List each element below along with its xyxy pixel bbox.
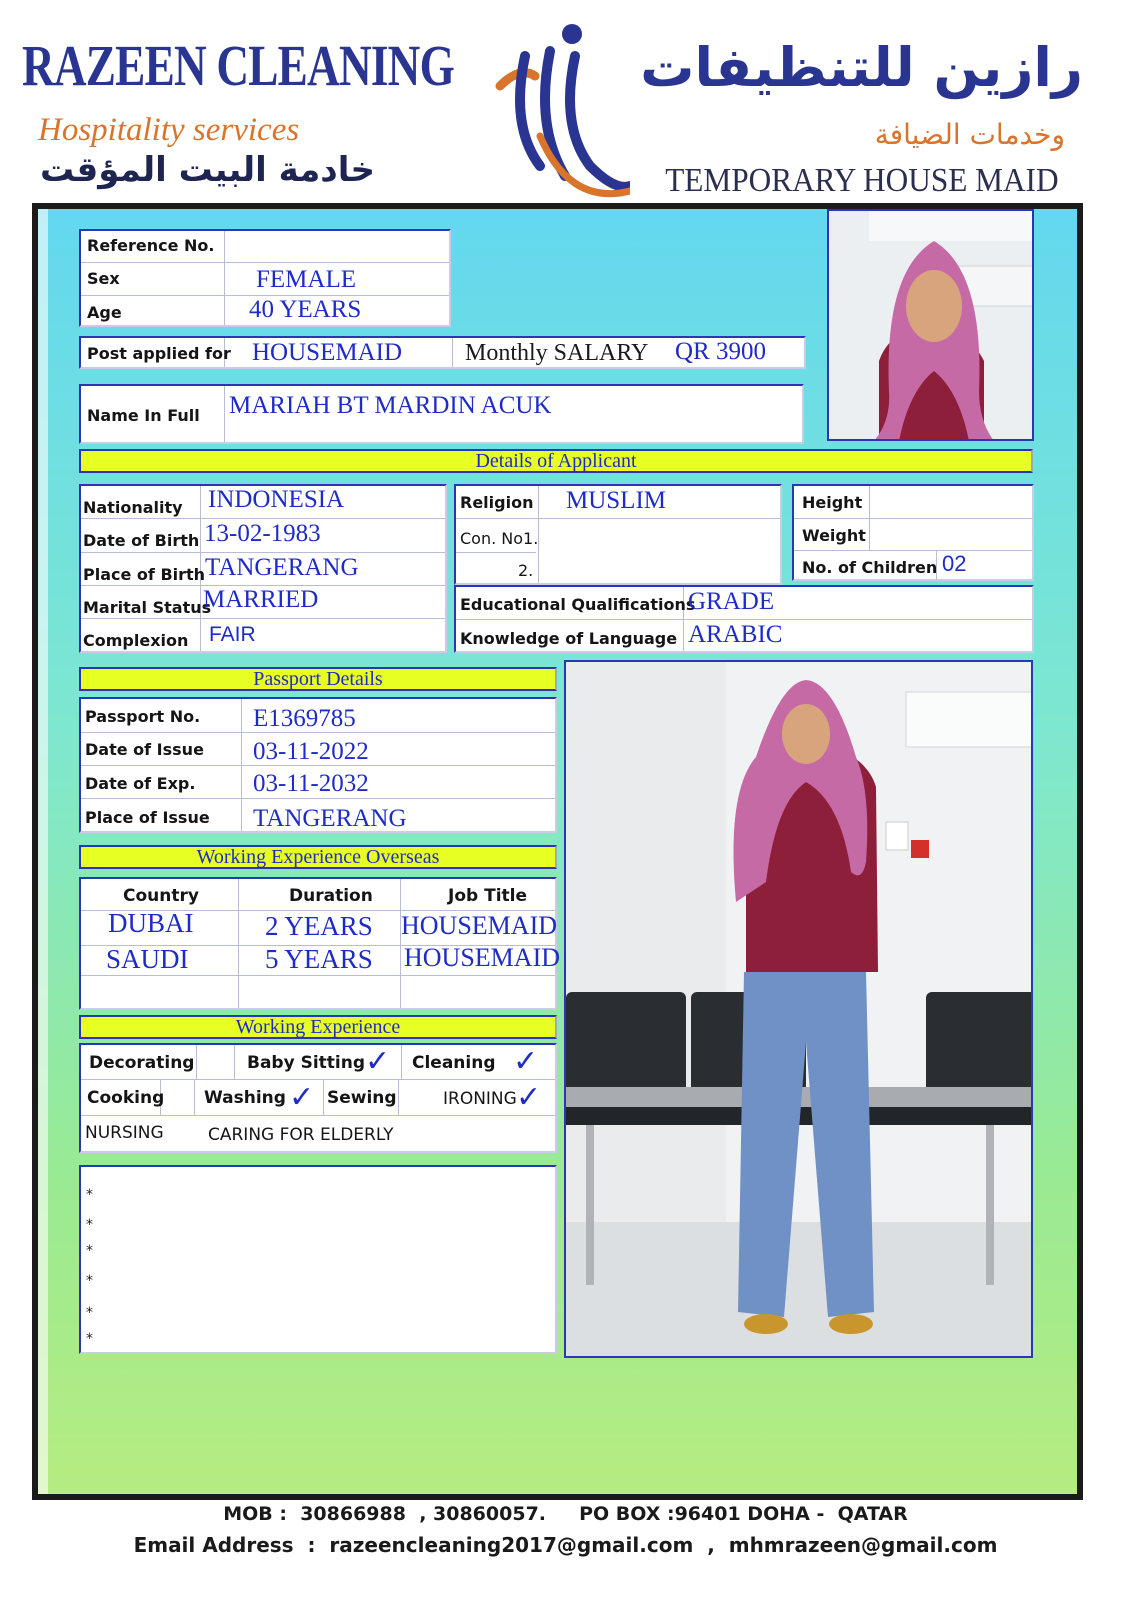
- remark-bullet: *: [86, 1217, 93, 1233]
- baby-sitting-check-icon: ✓: [365, 1044, 391, 1079]
- skill-baby-sitting: Baby Sitting: [247, 1053, 366, 1073]
- overseas-table: [79, 877, 560, 1010]
- tagline-english: Hospitality services: [38, 112, 300, 148]
- skill-cleaning: Cleaning: [412, 1053, 496, 1073]
- overseas-col-duration: Duration: [289, 886, 373, 906]
- pob-value: TANGERANG: [205, 554, 359, 581]
- tagline-arabic-left: خادمة البيت المؤقت: [40, 150, 376, 190]
- overseas-row-1-duration: 2 YEARS: [265, 911, 373, 941]
- experience-heading: Working Experience: [79, 1015, 557, 1039]
- dob-label: Date of Birth: [83, 531, 200, 550]
- overseas-row-2-duration: 5 YEARS: [265, 944, 373, 974]
- ironing-check-icon: ✓: [516, 1080, 542, 1115]
- personal-details-table: [79, 484, 447, 653]
- skill-washing: Washing: [204, 1088, 286, 1108]
- applicant-full-body-photo: [564, 660, 1033, 1358]
- footer-email-line: Email Address : razeencleaning2017@gmail.com , mhmrazeen@gmail.com: [133, 1533, 998, 1557]
- details-heading: Details of Applicant: [79, 449, 1033, 473]
- brand-name-arabic: رازين للتنظيفات: [640, 36, 1083, 99]
- language-label: Knowledge of Language: [460, 629, 678, 648]
- complexion-value: FAIR: [209, 623, 256, 646]
- education-value: GRADE: [688, 588, 775, 615]
- overseas-row-2-job: HOUSEMAID: [404, 943, 560, 972]
- place-of-issue-value: TANGERANG: [253, 805, 407, 832]
- issue-date-label: Date of Issue: [85, 740, 204, 759]
- age-value: 40 YEARS: [249, 296, 362, 323]
- document-title: TEMPORARY HOUSE MAID: [665, 162, 1059, 199]
- religion-value: MUSLIM: [566, 487, 667, 514]
- full-name-value: MARIAH BT MARDIN ACUK: [229, 392, 552, 419]
- height-label: Height: [802, 493, 863, 512]
- cleaning-check-icon: ✓: [513, 1044, 539, 1079]
- skill-decorating: Decorating: [89, 1053, 195, 1073]
- company-logo: [480, 16, 630, 206]
- nationality-label: Nationality: [83, 498, 183, 517]
- applicant-headshot-photo: [827, 209, 1034, 441]
- physical-details-table: [792, 484, 1034, 581]
- sex-label: Sex: [87, 269, 120, 288]
- post-value: HOUSEMAID: [252, 339, 402, 366]
- complexion-label: Complexion: [83, 631, 189, 650]
- religion-label: Religion: [460, 493, 534, 512]
- overseas-heading: Working Experience Overseas: [79, 845, 557, 869]
- marital-value: MARRIED: [203, 586, 319, 613]
- children-value: 02: [942, 551, 967, 576]
- overseas-col-job: Job Title: [448, 886, 527, 906]
- skills-table: [79, 1043, 557, 1153]
- full-name-row: [79, 384, 804, 444]
- sex-value: FEMALE: [256, 266, 356, 293]
- weight-label: Weight: [802, 526, 866, 545]
- overseas-col-country: Country: [123, 886, 199, 906]
- remark-bullet: *: [86, 1187, 93, 1203]
- footer-contact-line: MOB : 30866988 , 30860057. PO BOX :96401 DOHA - QATAR: [223, 1503, 908, 1525]
- full-name-label: Name In Full: [87, 406, 200, 425]
- passport-number-label: Passport No.: [85, 707, 201, 726]
- children-label: No. of Children: [802, 558, 938, 577]
- overseas-row-2-country: SAUDI: [106, 944, 189, 974]
- education-language-table: [454, 585, 1034, 653]
- washing-check-icon: ✓: [289, 1080, 315, 1115]
- passport-table: [79, 697, 557, 833]
- salary-value: QR 3900: [675, 338, 766, 365]
- salary-label: Monthly SALARY: [465, 340, 649, 366]
- skill-nursing: NURSING: [85, 1123, 164, 1143]
- pob-label: Place of Birth: [83, 565, 206, 584]
- remark-bullet: *: [86, 1331, 93, 1347]
- remark-bullet: *: [86, 1243, 93, 1259]
- post-label: Post applied for: [87, 344, 231, 363]
- skill-cooking: Cooking: [87, 1088, 165, 1108]
- skill-caring-elderly: CARING FOR ELDERLY: [208, 1125, 394, 1145]
- overseas-row-1-country: DUBAI: [108, 908, 194, 938]
- place-of-issue-label: Place of Issue: [85, 808, 210, 827]
- language-value: ARABIC: [688, 621, 783, 648]
- expiry-date-value: 03-11-2032: [253, 770, 369, 797]
- issue-date-value: 03-11-2022: [253, 738, 369, 765]
- remark-bullet: *: [86, 1273, 93, 1289]
- expiry-date-label: Date of Exp.: [85, 774, 196, 793]
- overseas-row-1-job: HOUSEMAID: [401, 911, 557, 940]
- remarks-box: [79, 1165, 557, 1354]
- religion-contact-table: [454, 484, 782, 585]
- passport-heading: Passport Details: [79, 667, 557, 691]
- tagline-arabic-right: وخدمات الضيافة: [874, 118, 1065, 151]
- remark-bullet: *: [86, 1305, 93, 1321]
- skill-sewing: Sewing: [327, 1088, 397, 1108]
- education-label: Educational Qualifications: [460, 595, 696, 614]
- basic-info-table: [79, 229, 451, 327]
- skill-ironing: IRONING: [443, 1089, 517, 1109]
- passport-number-value: E1369785: [253, 705, 356, 732]
- age-label: Age: [87, 303, 122, 322]
- brand-name-english: RAZEEN CLEANING: [22, 33, 454, 98]
- post-salary-row: [79, 336, 806, 369]
- reference-label: Reference No.: [87, 236, 215, 255]
- contact-2-label: 2.: [518, 561, 534, 580]
- marital-label: Marital Status: [83, 598, 212, 617]
- application-form-frame: [32, 203, 1083, 1500]
- dob-value: 13-02-1983: [204, 520, 321, 547]
- nationality-value: INDONESIA: [208, 486, 345, 513]
- contact-1-label: Con. No1.: [460, 529, 539, 548]
